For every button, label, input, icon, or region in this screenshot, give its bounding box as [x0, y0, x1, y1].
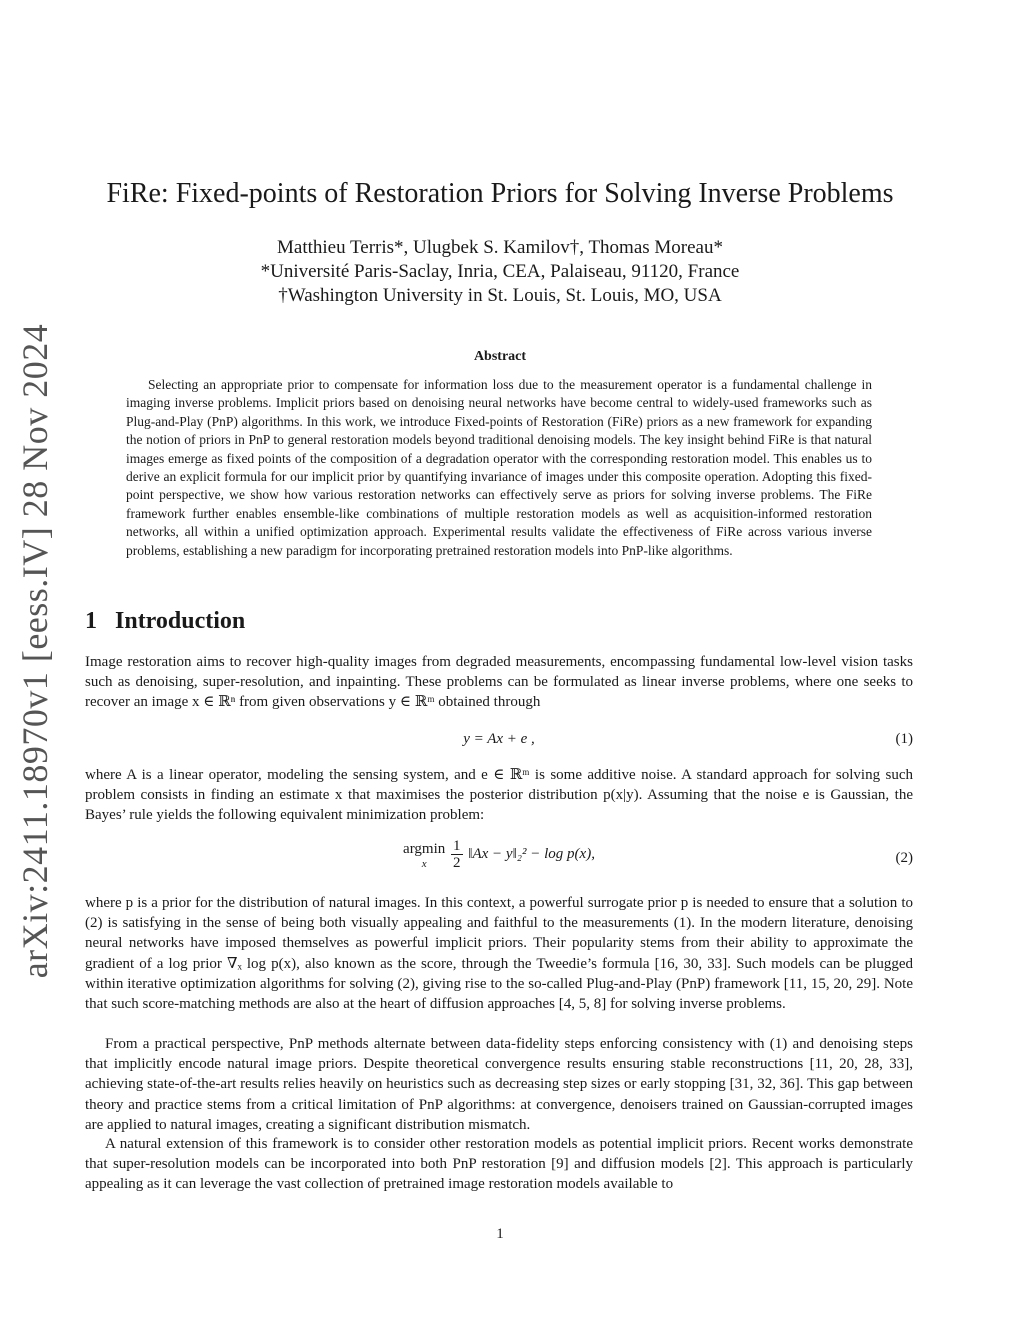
equation-2	[85, 838, 913, 882]
abstract-body: Selecting an appropriate prior to compensate for information loss due to the measurement operator is a fundamental challenge in imaging inverse problems. Implicit priors based on denoising neural networks have become central to widely-used frameworks such as Plug-and-Play (PnP) algorithms. In this work, we introduce Fixed-points of Restoration (FiRe) priors as a new framework for expanding the notion of priors in PnP to general restoration models beyond traditional denoising models. The key insight behind FiRe is that natural images emerge as fixed points of the composition of a degradation operator with the corresponding restoration model. This enables us to derive an explicit formula for our implicit prior by quantifying invariance of images under this composite operation. Adopting this fixed-point perspective, we show how various restoration networks can effectively serve as priors for solving inverse problems. The FiRe framework further enables ensemble-like combinations of multiple restoration models as well as acquisition-informed restoration networks, all within a unified optimization approach. Experimental results validate the effectiveness of FiRe across various inverse problems, establishing a new paradigm for incorporating pretrained restoration models into PnP-like algorithms.	[126, 377, 872, 558]
affiliation-1: *Université Paris-Saclay, Inria, CEA, Palaiseau, 91120, France	[260, 261, 740, 282]
fraction-numerator: 1	[453, 838, 461, 854]
paragraph-4: From a practical perspective, PnP methods alternate between data-fidelity steps enforcing consistency with (1) and denoising steps that implicitly encode natural image priors. Despite theoretical convergence results ensuring stable reconstructions [11, 20, 28, 33], achieving state-of-the-art results relies heavily on heuristics such as decreasing step sizes or early stopping [31, 32, 36]. This gap between theory and practice stems from a critical limitation of PnP algorithms: at convergence, denoisers trained on Gaussian-corrupted images are applied to natural images, creating a significant distribution mismatch.	[85, 1036, 913, 1133]
objective-terms: ‖Ax − y‖₂² − log p(x),	[468, 846, 595, 862]
abstract-heading: Abstract	[473, 349, 527, 364]
paper-title: FiRe: Fixed-points of Restoration Priors for Solving Inverse Problems	[106, 178, 894, 209]
equation-1	[85, 731, 913, 751]
equation-2-body	[85, 838, 913, 871]
equation-1-label: (1)	[895, 731, 913, 747]
paragraph-5: A natural extension of this framework is to consider other restoration models as potential implicit priors. Recent works demonstrate that super-resolution models can be incorporated into both PnP restoration [9] and diffusion models [2]. This approach is particularly appealing as it can leverage the vast collection of pretrained image restoration models available to	[85, 1136, 913, 1193]
one-half-fraction	[451, 838, 463, 871]
page-number: 1	[496, 1226, 504, 1242]
affiliation-2: †Washington University in St. Louis, St. Louis, MO, USA	[278, 285, 722, 306]
equation-2-label: (2)	[895, 850, 913, 866]
paragraph-2: where A is a linear operator, modeling the sensing system, and e ∈ ℝᵐ is some additive noise. A standard approach for solving such problem consists in finding an estimate x that maximises the posterior distribution p(x|y). Assuming that the noise e is Gaussian, the Bayes’ rule yields the following equivalent minimization problem:	[85, 767, 913, 824]
section-title: Introduction	[115, 608, 246, 634]
section-number: 1	[85, 608, 97, 634]
section-heading	[85, 608, 245, 635]
equation-1-body: y = Ax + e ,	[463, 731, 535, 747]
paragraph-3: where p is a prior for the distribution of natural images. In this context, a powerful surrogate prior p is needed to ensure that a solution to (2) is satisfying in the sense of being both visually appealing and faithful to the measurements (1). In the modern literature, denoising neural networks have imposed themselves as powerful implicit priors. Their popularity stems from their ability to approximate the gradient of a log prior ∇ₓ log p(x), also known as the score, through the Tweedie’s formula [16, 30, 33]. Such models can be plugged within iterative optimization algorithms for solving (2), giving rise to the so-called Plug-and-Play (PnP) framework [11, 15, 20, 29]. Note that such score-matching methods are also at the heart of diffusion approaches [4, 5, 8] for solving inverse problems.	[85, 895, 913, 1013]
paragraph-1: Image restoration aims to recover high-quality images from degraded measurements, encompassing fundamental low-level vision tasks such as denoising, super-resolution, and inpainting. These problems can be formulated as linear inverse problems, where one seeks to recover an image x ∈ ℝⁿ from given observations y ∈ ℝᵐ obtained through	[85, 654, 913, 711]
argmin-operator: argmin	[403, 840, 446, 857]
author-list: Matthieu Terris*, Ulugbek S. Kamilov†, Thomas Moreau*	[277, 237, 723, 258]
fraction-denominator: 2	[453, 855, 461, 871]
argmin-subscript: x	[421, 857, 427, 870]
arxiv-identifier: arXiv:2411.18970v1 [eess.IV] 28 Nov 2024	[15, 323, 55, 979]
